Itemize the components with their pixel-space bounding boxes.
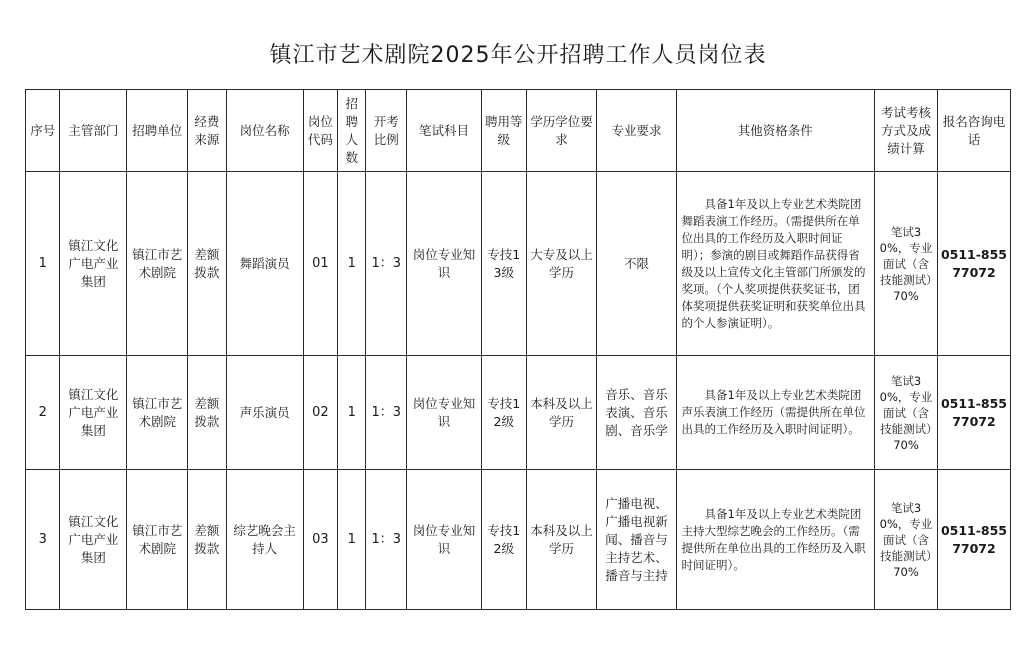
header-dept: 主管部门 xyxy=(60,90,127,172)
cell-count: 1 xyxy=(338,356,366,470)
cell-subject: 岗位专业知识 xyxy=(406,172,481,356)
cell-funding: 差额拨款 xyxy=(188,172,227,356)
cell-phone: 0511-85577072 xyxy=(937,470,1010,610)
cell-unit: 镇江市艺术剧院 xyxy=(127,172,188,356)
header-ratio: 开考比例 xyxy=(366,90,407,172)
cell-subject: 岗位专业知识 xyxy=(406,470,481,610)
cell-level: 专技13级 xyxy=(481,172,526,356)
header-count: 招聘人数 xyxy=(338,90,366,172)
header-other: 其他资格条件 xyxy=(676,90,875,172)
header-method: 考试考核方式及成绩计算 xyxy=(875,90,938,172)
cell-code: 02 xyxy=(303,356,337,470)
table-row xyxy=(26,172,1011,356)
cell-education: 本科及以上学历 xyxy=(526,356,597,470)
cell-funding: 差额拨款 xyxy=(188,470,227,610)
header-funding: 经费来源 xyxy=(188,90,227,172)
cell-ratio: 1：3 xyxy=(366,172,407,356)
cell-other xyxy=(676,470,875,610)
header-no: 序号 xyxy=(26,90,60,172)
cell-no: 3 xyxy=(26,470,60,610)
cell-other-text: 具备1年及以上专业艺术类院团主持大型综艺晚会的工作经历。（需提供所在单位出具的工作经历及入职时间证明）。 xyxy=(681,506,866,572)
cell-other xyxy=(676,356,875,470)
cell-dept: 镇江文化广电产业集团 xyxy=(60,470,127,610)
cell-code: 01 xyxy=(303,172,337,356)
cell-level: 专技12级 xyxy=(481,356,526,470)
cell-unit: 镇江市艺术剧院 xyxy=(127,470,188,610)
cell-subject: 岗位专业知识 xyxy=(406,356,481,470)
cell-funding: 差额拨款 xyxy=(188,356,227,470)
header-education: 学历学位要求 xyxy=(526,90,597,172)
cell-other xyxy=(676,172,875,356)
job-position-table xyxy=(25,89,1011,610)
cell-code: 03 xyxy=(303,470,337,610)
header-phone: 报名咨询电话 xyxy=(937,90,1010,172)
cell-level: 专技12级 xyxy=(481,470,526,610)
cell-method: 笔试30%，专业面试（含技能测试）70% xyxy=(875,172,938,356)
cell-method: 笔试30%，专业面试（含技能测试）70% xyxy=(875,470,938,610)
cell-method: 笔试30%，专业面试（含技能测试）70% xyxy=(875,356,938,470)
cell-position: 声乐演员 xyxy=(226,356,303,470)
header-position: 岗位名称 xyxy=(226,90,303,172)
cell-phone: 0511-85577072 xyxy=(937,172,1010,356)
cell-phone: 0511-85577072 xyxy=(937,356,1010,470)
cell-count: 1 xyxy=(338,470,366,610)
header-unit: 招聘单位 xyxy=(127,90,188,172)
cell-position: 舞蹈演员 xyxy=(226,172,303,356)
cell-other-text: 具备1年及以上专业艺术类院团舞蹈表演工作经历。（需提供所在单位出具的工作经历及入职时间证明）；参演的剧目或舞蹈作品获得省级及以上宣传文化主管部门所颁发的奖项。（个人奖项提供获奖证书，团体奖项提供获奖证明和获奖单位出具的个人参演证明）。 xyxy=(681,196,866,330)
cell-major: 广播电视、广播电视新闻、播音与主持艺术、播音与主持 xyxy=(597,470,676,610)
cell-major: 不限 xyxy=(597,172,676,356)
cell-ratio: 1：3 xyxy=(366,470,407,610)
cell-major: 音乐、音乐表演、音乐剧、音乐学 xyxy=(597,356,676,470)
cell-position: 综艺晚会主持人 xyxy=(226,470,303,610)
table-header-row xyxy=(26,90,1011,172)
cell-education: 本科及以上学历 xyxy=(526,470,597,610)
cell-education: 大专及以上学历 xyxy=(526,172,597,356)
cell-count: 1 xyxy=(338,172,366,356)
cell-dept: 镇江文化广电产业集团 xyxy=(60,172,127,356)
cell-no: 1 xyxy=(26,172,60,356)
cell-no: 2 xyxy=(26,356,60,470)
cell-unit: 镇江市艺术剧院 xyxy=(127,356,188,470)
header-major: 专业要求 xyxy=(597,90,676,172)
table-row xyxy=(26,470,1011,610)
table-row xyxy=(26,356,1011,470)
cell-dept: 镇江文化广电产业集团 xyxy=(60,356,127,470)
header-code: 岗位代码 xyxy=(303,90,337,172)
cell-ratio: 1：3 xyxy=(366,356,407,470)
page-title: 镇江市艺术剧院2025年公开招聘工作人员岗位表 xyxy=(269,43,767,68)
cell-other-text: 具备1年及以上专业艺术类院团声乐表演工作经历（需提供所在单位出具的工作经历及入职时间证明）。 xyxy=(681,388,866,436)
header-subject: 笔试科目 xyxy=(406,90,481,172)
header-level: 聘用等级 xyxy=(481,90,526,172)
